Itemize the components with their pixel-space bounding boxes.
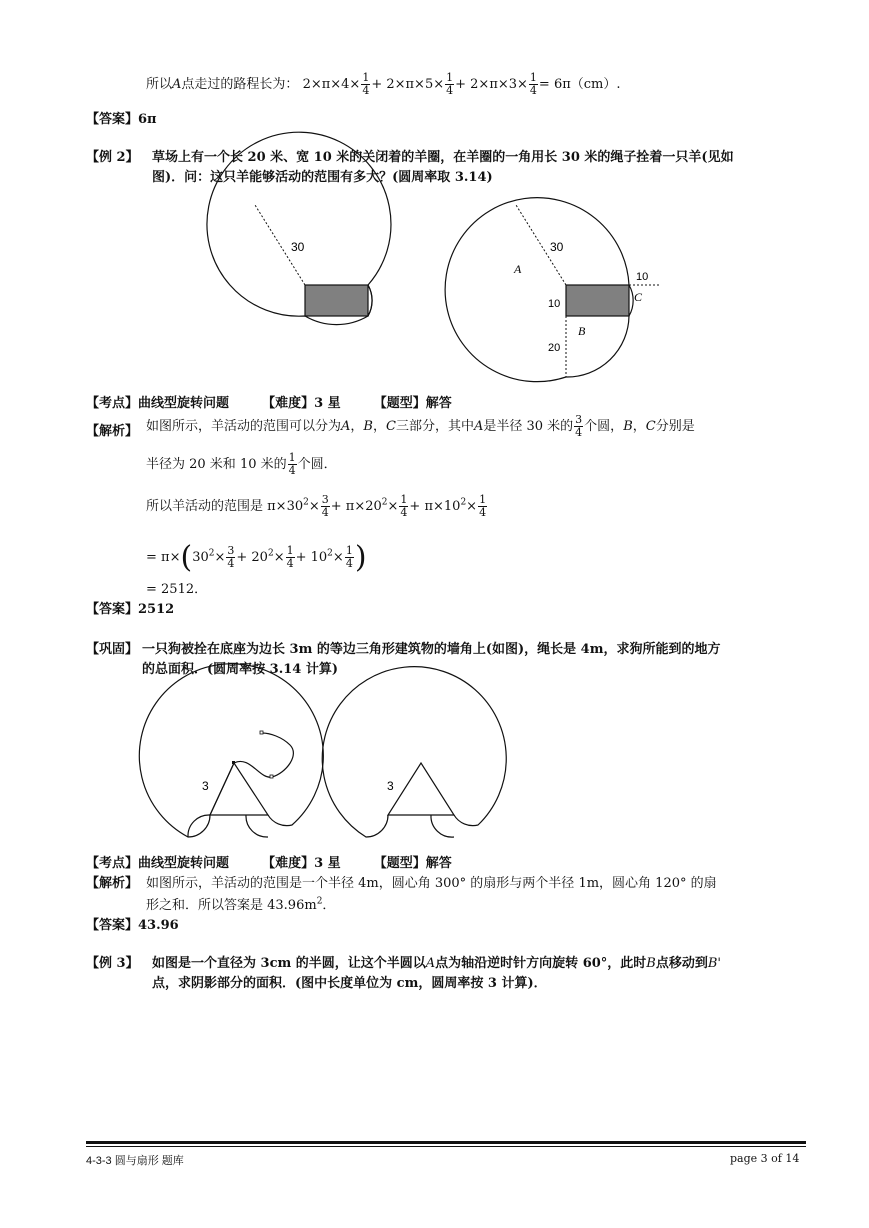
frac-num: 3 xyxy=(321,493,329,506)
pen-rectangle xyxy=(305,285,368,316)
frac-num: 1 xyxy=(345,544,353,557)
text: 所以羊活动的范围是 π×30 xyxy=(146,499,304,514)
expr-part: + 2×π×5× xyxy=(371,77,445,92)
var: A xyxy=(341,419,351,434)
expr-part: = 6π（cm）. xyxy=(538,77,621,92)
solution-2-line1: 如图所示，羊活动的范围是一个半径 4m，圆心角 300° 的扇形与两个半径 1m，圆心角 120° 的扇 xyxy=(146,876,717,891)
label-30: 30 xyxy=(550,240,564,254)
frac-num: 1 xyxy=(400,493,408,506)
frac-den: 4 xyxy=(479,506,487,519)
text: = π× xyxy=(146,550,181,565)
gonggu-tag: 【巩固】 xyxy=(86,642,139,657)
example-2-text-line2: 图)．问：这只羊能够活动的范围有多大？(圆周率取 3.14) xyxy=(152,170,493,185)
example-2-tag: 【例 2】 xyxy=(86,150,139,165)
frac-den: 4 xyxy=(362,84,370,97)
text: 形之和．所以答案是 43.96m xyxy=(146,898,317,913)
solution-1-line3 xyxy=(146,494,488,519)
example-3-text-line2: 点，求阴影部分的面积．(图中长度单位为 cm，圆周率按 3 计算)． xyxy=(152,976,547,991)
side-label: 3 xyxy=(387,779,394,793)
solution-1-tag: 【解析】 xyxy=(86,424,139,439)
frac-den: 4 xyxy=(529,84,537,97)
exponent: 2 xyxy=(208,548,215,559)
text: 个圆． xyxy=(297,457,337,472)
text: + π×20 xyxy=(330,499,382,514)
text: 半径为 20 米和 10 米的 xyxy=(146,457,287,472)
answer-2 xyxy=(86,598,174,617)
example-2-text-line1: 草场上有一个长 20 米、宽 10 米的关闭着的羊圈，在羊圈的一角用长 30 米的绳子拴着一只羊(见如 xyxy=(152,150,734,165)
text: 如图所示，羊活动的范围可以分为 xyxy=(146,419,342,434)
footer-rule-thick xyxy=(86,1141,806,1144)
text: 分别是 xyxy=(655,419,695,434)
frac-num: 1 xyxy=(362,71,370,84)
sheep-figure-left xyxy=(205,185,415,385)
side-label: 3 xyxy=(202,779,209,793)
text: 30 xyxy=(192,550,209,565)
fraction xyxy=(288,452,297,477)
nandu: 【难度】3 星 xyxy=(262,856,341,871)
label-10-right: 10 xyxy=(636,271,649,283)
text: 个圆， xyxy=(584,419,624,434)
frac-den: 4 xyxy=(286,557,294,570)
answer-value: 6π xyxy=(138,112,157,127)
exponent: 2 xyxy=(267,548,274,559)
frac-den: 4 xyxy=(345,557,353,570)
example-3-tag: 【例 3】 xyxy=(86,956,139,971)
rope-label: 30 xyxy=(291,240,305,254)
gonggu-text-line2: 的总面积．(圆周率按 3.14 计算) xyxy=(142,662,339,677)
fraction xyxy=(226,545,235,570)
var: B xyxy=(363,419,373,434)
rope-curve xyxy=(234,733,293,777)
dog-figure-left xyxy=(150,685,320,845)
var: B' xyxy=(707,956,722,971)
fraction xyxy=(478,494,487,519)
label-C: C xyxy=(634,290,643,304)
text: 点走过的路程长为： xyxy=(181,77,299,92)
frac-num: 1 xyxy=(286,544,294,557)
meta-line-1 xyxy=(86,392,452,411)
frac-den: 4 xyxy=(575,426,583,439)
paren-left: ( xyxy=(180,540,193,575)
text: + π×10 xyxy=(409,499,461,514)
text: × xyxy=(308,499,320,514)
gonggu-text-line1: 一只狗被拴在底座为边长 3m 的等边三角形建筑物的墙角上(如图)，绳长是 4m，求狗所能到的地方 xyxy=(142,642,721,657)
frac-den: 4 xyxy=(227,557,235,570)
pen-rectangle xyxy=(566,285,629,316)
fraction xyxy=(445,72,454,97)
answer-tag: 【答案】 xyxy=(86,918,139,933)
text: × xyxy=(387,499,399,514)
var: A xyxy=(425,956,436,971)
label-10-left: 10 xyxy=(548,298,561,310)
answer-1 xyxy=(86,108,157,127)
text: × xyxy=(332,550,344,565)
text: 是半径 30 米的 xyxy=(483,419,574,434)
frac-num: 3 xyxy=(227,544,235,557)
exponent: 2 xyxy=(460,497,467,508)
dog-figure-right xyxy=(333,685,503,845)
fraction xyxy=(361,72,370,97)
label-B: B xyxy=(578,324,586,338)
text: 点移动到 xyxy=(655,956,708,971)
nandu: 【难度】3 星 xyxy=(262,396,341,411)
text: 所以 xyxy=(146,77,173,92)
fraction xyxy=(574,414,583,439)
text: + 20 xyxy=(236,550,268,565)
top-formula-line xyxy=(146,72,621,97)
text: ， xyxy=(632,419,646,434)
fraction xyxy=(286,545,295,570)
fraction xyxy=(529,72,538,97)
solution-1-line4 xyxy=(146,540,367,575)
meta-line-2 xyxy=(86,852,452,871)
text: ， xyxy=(372,419,386,434)
solution-1-line1 xyxy=(146,414,695,439)
var: B xyxy=(646,956,656,971)
expr-part: + 2×π×3× xyxy=(455,77,528,92)
footer-rule-thin xyxy=(86,1146,806,1147)
fraction xyxy=(399,494,408,519)
frac-den: 4 xyxy=(446,84,454,97)
text: × xyxy=(214,550,226,565)
fraction xyxy=(321,494,330,519)
footer-right: page 3 of 14 xyxy=(730,1152,800,1165)
exponent: 2 xyxy=(303,497,309,508)
solution-1-line2 xyxy=(146,452,337,477)
exponent: 2 xyxy=(381,497,388,508)
var: C xyxy=(645,419,656,434)
kaodian: 【考点】曲线型旋转问题 xyxy=(86,396,230,411)
tixing: 【题型】解答 xyxy=(373,396,452,411)
text: ． xyxy=(322,898,336,913)
paren-right: ) xyxy=(354,540,367,575)
answer-value: 43.96 xyxy=(138,918,179,933)
var: B xyxy=(623,419,633,434)
text: 三部分，其中 xyxy=(395,419,474,434)
frac-den: 4 xyxy=(400,506,408,519)
footer-left: 4-3-3 圆与扇形 题库 xyxy=(86,1155,184,1167)
frac-num: 1 xyxy=(479,493,487,506)
label-20: 20 xyxy=(548,342,561,354)
text: + 10 xyxy=(295,550,328,565)
frac-num: 1 xyxy=(529,71,537,84)
exponent: 2 xyxy=(327,548,333,559)
frac-num: 1 xyxy=(288,451,296,464)
answer-value: 2512 xyxy=(138,602,175,617)
text: 如图是一个直径为 3cm 的半圆，让这个半圆以 xyxy=(152,956,426,971)
answer-tag: 【答案】 xyxy=(86,112,139,127)
var: A xyxy=(473,419,484,434)
tixing: 【题型】解答 xyxy=(373,856,452,871)
expr-part: 2×π×4× xyxy=(302,77,361,92)
exponent: 2 xyxy=(316,896,323,907)
text: 点为轴沿逆时针方向旋转 60°，此时 xyxy=(435,956,647,971)
answer-tag: 【答案】 xyxy=(86,602,139,617)
kaodian: 【考点】曲线型旋转问题 xyxy=(86,856,230,871)
frac-den: 4 xyxy=(288,464,296,477)
answer-3 xyxy=(86,914,179,933)
text: ， xyxy=(350,419,364,434)
label-A: A xyxy=(514,262,522,276)
triangle-building xyxy=(210,763,268,815)
frac-den: 4 xyxy=(321,506,329,519)
frac-num: 3 xyxy=(575,413,583,426)
solution-1-line5: = 2512． xyxy=(146,582,208,597)
fraction xyxy=(345,545,354,570)
solution-2-line2 xyxy=(146,894,335,913)
var-A: A xyxy=(172,77,182,92)
solution-2-tag: 【解析】 xyxy=(86,876,139,891)
text: × xyxy=(466,499,478,514)
triangle-building xyxy=(388,763,454,815)
text: × xyxy=(273,550,285,565)
example-3-text-line1 xyxy=(152,952,721,971)
sheep-figure-right xyxy=(468,185,678,385)
var: C xyxy=(386,419,396,434)
frac-num: 1 xyxy=(446,71,454,84)
